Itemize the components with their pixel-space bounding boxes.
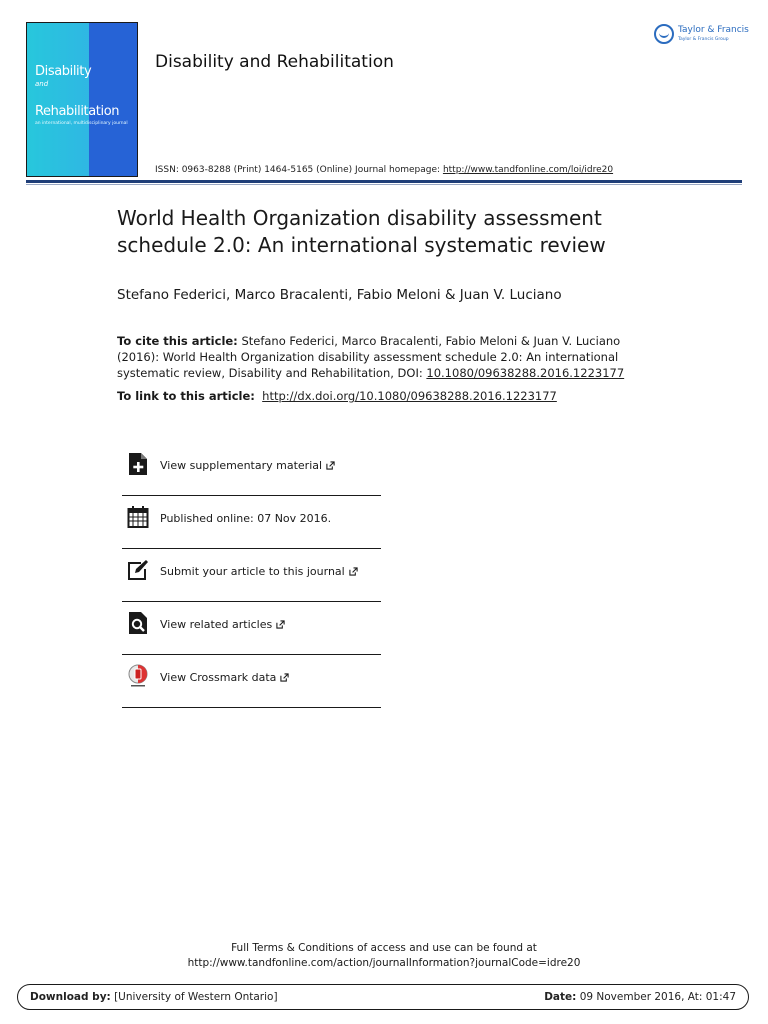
supplementary-icon	[127, 452, 149, 476]
supplementary-label: View supplementary material	[160, 459, 323, 472]
date-value: 09 November 2016, At: 01:47	[579, 991, 736, 1003]
citation-block	[117, 333, 647, 381]
edit-icon	[127, 558, 149, 582]
cite-label: To cite this article:	[117, 334, 238, 348]
crossmark-icon	[127, 664, 149, 688]
publisher-group: Taylor & Francis Group	[678, 37, 729, 42]
terms-notice	[0, 941, 768, 971]
action-submit-article[interactable]	[122, 549, 381, 602]
article-title: World Health Organization disability assessment schedule 2.0: An international systematic review	[117, 206, 606, 257]
article-actions	[122, 443, 381, 708]
cover-title-line3: Rehabilitation	[35, 104, 120, 119]
download-info	[30, 991, 278, 1003]
cover-title-line2: and	[35, 80, 49, 88]
action-label	[160, 459, 335, 472]
external-link-icon	[349, 567, 358, 576]
article-link-line	[117, 389, 557, 403]
published-label: Published online: 07 Nov 2016.	[160, 512, 332, 525]
cover-title-line1: Disability	[35, 64, 92, 79]
external-link-icon	[276, 620, 285, 629]
terms-line: Full Terms & Conditions of access and use can be found at	[231, 942, 537, 954]
cover-stripe	[89, 23, 138, 176]
header-divider-thin	[26, 184, 742, 185]
publisher-name: Taylor & Francis	[678, 25, 749, 35]
doi-link[interactable]: 10.1080/09638288.2016.1223177	[426, 366, 625, 380]
download-date	[544, 991, 736, 1003]
journal-title: Disability and Rehabilitation	[155, 52, 394, 72]
action-published	[122, 496, 381, 549]
external-link-icon	[326, 461, 335, 470]
related-articles-label: View related articles	[160, 618, 273, 631]
download-footer	[17, 984, 749, 1010]
action-crossmark[interactable]	[122, 655, 381, 708]
terms-url[interactable]: http://www.tandfonline.com/action/journalInformation?journalCode=idre20	[187, 957, 581, 969]
action-related-articles[interactable]	[122, 602, 381, 655]
journal-homepage-link[interactable]: http://www.tandfonline.com/loi/idre20	[442, 165, 614, 175]
submit-article-label: Submit your article to this journal	[160, 565, 345, 578]
calendar-icon	[127, 505, 149, 529]
crossmark-label: View Crossmark data	[160, 671, 277, 684]
journal-cover	[26, 22, 138, 177]
article-doi-url[interactable]: http://dx.doi.org/10.1080/09638288.2016.1223177	[262, 389, 557, 403]
header-divider	[26, 180, 742, 183]
publisher-logo-icon	[654, 24, 674, 44]
search-document-icon	[127, 611, 149, 635]
date-label: Date:	[544, 991, 577, 1003]
action-supplementary[interactable]	[122, 443, 381, 496]
article-authors: Stefano Federici, Marco Bracalenti, Fabio Meloni & Juan V. Luciano	[117, 287, 562, 303]
action-label	[160, 565, 358, 578]
publisher-logo	[654, 22, 749, 48]
external-link-icon	[280, 673, 289, 682]
action-label	[160, 618, 285, 631]
issn-text: ISSN: 0963-8288 (Print) 1464-5165 (Online) Journal homepage:	[155, 165, 441, 175]
action-label	[160, 671, 289, 684]
download-value: [University of Western Ontario]	[114, 991, 278, 1003]
download-label: Download by:	[30, 991, 111, 1003]
issn-line	[155, 165, 613, 175]
cover-subtitle: an international, multidisciplinary journal	[35, 121, 128, 126]
link-label: To link to this article:	[117, 389, 255, 403]
cite-text: Stefano Federici, Marco Bracalenti, Fabio Meloni & Juan V. Luciano (2016): World Health Organization disability assessment schedule 2.0: An international systematic review, Disability and Rehabilitation, DOI:	[117, 334, 621, 380]
